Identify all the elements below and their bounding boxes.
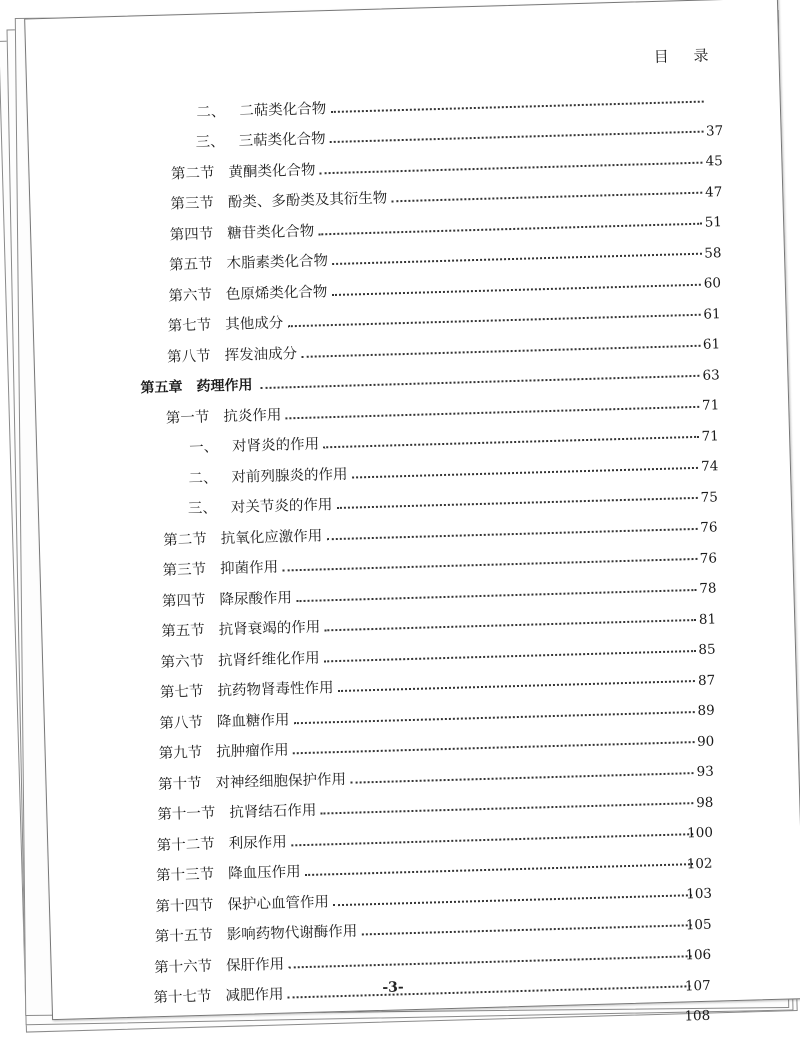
toc-entry-page: 89 bbox=[697, 702, 715, 719]
page-header-title: 目 录 bbox=[653, 46, 719, 66]
toc-entry-page: 87 bbox=[697, 671, 716, 689]
toc-entry-text bbox=[157, 799, 317, 824]
toc-entry-label: 第十二节 bbox=[156, 836, 215, 854]
toc-entry-title: 对关节炎的作用 bbox=[230, 497, 333, 516]
toc-entry-title: 糖苷类化合物 bbox=[227, 223, 315, 242]
toc-entry-title: 挥发油成分 bbox=[224, 345, 298, 364]
toc-entry-title: 抗肾衰竭的作用 bbox=[218, 619, 321, 639]
toc-entry-page: 107 bbox=[684, 977, 711, 994]
toc-entry-page: 93 bbox=[696, 763, 715, 781]
toc-entry-title: 利尿作用 bbox=[228, 834, 287, 852]
toc-entry-title: 抗氧化应激作用 bbox=[220, 527, 323, 547]
toc-entry-label: 第六节 bbox=[168, 286, 213, 305]
toc-entry-title: 木脂素类化合物 bbox=[226, 253, 329, 272]
toc-entry-title: 降血压作用 bbox=[227, 864, 301, 883]
toc-entry-label: 第二节 bbox=[163, 531, 207, 549]
toc-entry-label: 第五节 bbox=[168, 256, 213, 274]
toc-entry-label: 第三节 bbox=[162, 561, 207, 579]
toc-entry-page: 102 bbox=[686, 855, 713, 872]
toc-entry-label: 第一节 bbox=[165, 409, 210, 427]
toc-entry-title: 抗肾结石作用 bbox=[229, 802, 317, 822]
toc-entry-label: 第十七节 bbox=[153, 988, 212, 1007]
toc-entry-label: 第七节 bbox=[167, 317, 212, 335]
toc-entry-label: 第五章 bbox=[140, 379, 183, 397]
toc-entry-text bbox=[156, 830, 287, 855]
toc-entry-label: 第七节 bbox=[159, 683, 204, 701]
toc-entry-text bbox=[155, 920, 358, 947]
toc-dot-leader bbox=[391, 192, 702, 203]
toc-entry-label: 三、 bbox=[195, 133, 225, 151]
toc-entry-title: 抗炎作用 bbox=[223, 407, 282, 425]
document-page bbox=[24, 0, 800, 1025]
toc-entry-text bbox=[171, 158, 316, 183]
toc-entry-label: 第十六节 bbox=[153, 958, 213, 976]
toc-entry-label: 第五节 bbox=[161, 622, 206, 640]
toc-entry-title: 对神经细胞保护作用 bbox=[215, 771, 347, 791]
toc-entry-label: 第十四节 bbox=[155, 897, 214, 915]
toc-entry-page: 85 bbox=[698, 641, 716, 658]
toc-entry-page: 78 bbox=[699, 580, 717, 597]
toc-entry-page: 51 bbox=[704, 214, 723, 231]
toc-entry-text bbox=[163, 524, 323, 549]
page-number: -3- bbox=[382, 979, 404, 996]
toc-entry-title: 酚类、多酚类及其衍生物 bbox=[227, 190, 388, 211]
toc-entry-label: 三、 bbox=[187, 500, 218, 518]
toc-entry-label: 第四节 bbox=[169, 225, 214, 244]
toc-entry-title: 保护心血管作用 bbox=[227, 893, 330, 913]
toc-entry-page: 61 bbox=[703, 305, 721, 323]
toc-entry-text bbox=[162, 586, 293, 611]
toc-entry-page: 76 bbox=[700, 519, 718, 536]
toc-entry-label: 第十三节 bbox=[155, 866, 215, 885]
toc-entry-title: 对肾炎的作用 bbox=[231, 436, 320, 455]
toc-entry-text bbox=[168, 280, 328, 305]
toc-entry-label: 第二节 bbox=[170, 164, 215, 182]
toc-entry-title: 对前列腺炎的作用 bbox=[231, 466, 348, 486]
toc-entry-label: 第八节 bbox=[159, 714, 204, 732]
toc-entry-page: 63 bbox=[702, 366, 720, 384]
toc-entry-text bbox=[154, 952, 285, 977]
toc-entry-label: 二、 bbox=[188, 469, 218, 487]
toc-entry-label: 二、 bbox=[196, 103, 226, 121]
toc-entry-text bbox=[167, 311, 283, 335]
toc-entry-page: 71 bbox=[701, 397, 720, 414]
toc-entry-text bbox=[161, 616, 321, 641]
toc-entry-label: 第四节 bbox=[161, 592, 206, 610]
toc-entry-text bbox=[155, 890, 329, 916]
toc-entry-label: 第三节 bbox=[170, 195, 215, 213]
toc-entry-page: 90 bbox=[696, 733, 715, 750]
toc-entry-title: 保肝作用 bbox=[225, 956, 285, 974]
toc-entry-title: 抗药物肾毒性作用 bbox=[217, 680, 334, 700]
toc-entry-title: 减肥作用 bbox=[225, 986, 284, 1005]
toc-entry-title: 降尿酸作用 bbox=[219, 589, 293, 608]
toc-entry-text bbox=[160, 676, 334, 702]
toc-entry-page: 45 bbox=[705, 153, 724, 170]
table-of-contents bbox=[27, 76, 800, 1042]
toc-entry-title: 色原烯类化合物 bbox=[225, 283, 328, 303]
toc-entry-title: 药理作用 bbox=[196, 377, 253, 395]
toc-entry-title: 其他成分 bbox=[225, 315, 284, 334]
toc-entry-label: 第八节 bbox=[166, 347, 211, 366]
toc-entry-label: 第十一节 bbox=[157, 805, 216, 824]
toc-entry-title: 二萜类化合物 bbox=[239, 100, 327, 120]
toc-entry-text bbox=[158, 767, 347, 793]
toc-entry-text bbox=[169, 249, 329, 274]
toc-entry-title: 抗肿瘤作用 bbox=[215, 742, 289, 761]
toc-entry-text bbox=[162, 556, 278, 580]
toc-entry-label: 第六节 bbox=[160, 653, 205, 671]
toc-entry-label: 第十节 bbox=[157, 775, 202, 793]
toc-entry-text bbox=[156, 860, 301, 885]
toc-entry-page: 71 bbox=[701, 427, 719, 445]
toc-entry-text bbox=[167, 342, 298, 367]
toc-entry-title: 三萜类化合物 bbox=[238, 131, 326, 150]
toc-entry-text bbox=[140, 374, 253, 397]
toc-entry-text bbox=[158, 738, 289, 763]
toc-entry-page: 76 bbox=[699, 549, 718, 567]
toc-entry-page: 75 bbox=[700, 488, 719, 506]
toc-entry-text bbox=[189, 432, 320, 457]
toc-entry-page: 105 bbox=[685, 916, 712, 933]
toc-entry-page: 37 bbox=[705, 122, 724, 140]
toc-entry-title: 黄酮类化合物 bbox=[228, 161, 316, 181]
toc-entry-label: 一、 bbox=[188, 439, 219, 457]
toc-entry-text bbox=[160, 646, 320, 671]
toc-entry-title: 降血糖作用 bbox=[216, 711, 290, 730]
toc-entry-text bbox=[153, 983, 284, 1008]
toc-entry-page: 103 bbox=[686, 885, 713, 903]
toc-entry-text bbox=[166, 403, 282, 427]
toc-entry-page: 61 bbox=[702, 336, 721, 353]
toc-entry-page: 100 bbox=[686, 824, 714, 842]
toc-entry-text bbox=[159, 708, 290, 733]
toc-entry-text bbox=[196, 97, 327, 122]
toc-entry-title: 抗肾纤维化作用 bbox=[217, 650, 320, 669]
toc-entry-text bbox=[169, 219, 314, 244]
toc-entry-page: 47 bbox=[704, 183, 723, 201]
toc-entry-page: 108 bbox=[684, 1007, 711, 1025]
toc-entry-page: 58 bbox=[704, 244, 722, 262]
toc-entry-label: 第十五节 bbox=[154, 927, 214, 946]
toc-entry-page: 74 bbox=[700, 458, 719, 475]
toc-entry-title: 抑菌作用 bbox=[219, 559, 279, 578]
toc-entry-text bbox=[195, 127, 326, 152]
toc-entry-page: 81 bbox=[698, 610, 717, 628]
toc-entry-text bbox=[188, 462, 348, 487]
toc-entry-title: 影响药物代谢酶作用 bbox=[226, 923, 358, 944]
toc-entry-page: 98 bbox=[695, 794, 714, 811]
toc-entry-text bbox=[188, 493, 333, 518]
toc-entry-page: 106 bbox=[685, 946, 712, 964]
toc-entry-label: 第九节 bbox=[158, 744, 203, 763]
toc-entry-page: 60 bbox=[703, 275, 722, 292]
